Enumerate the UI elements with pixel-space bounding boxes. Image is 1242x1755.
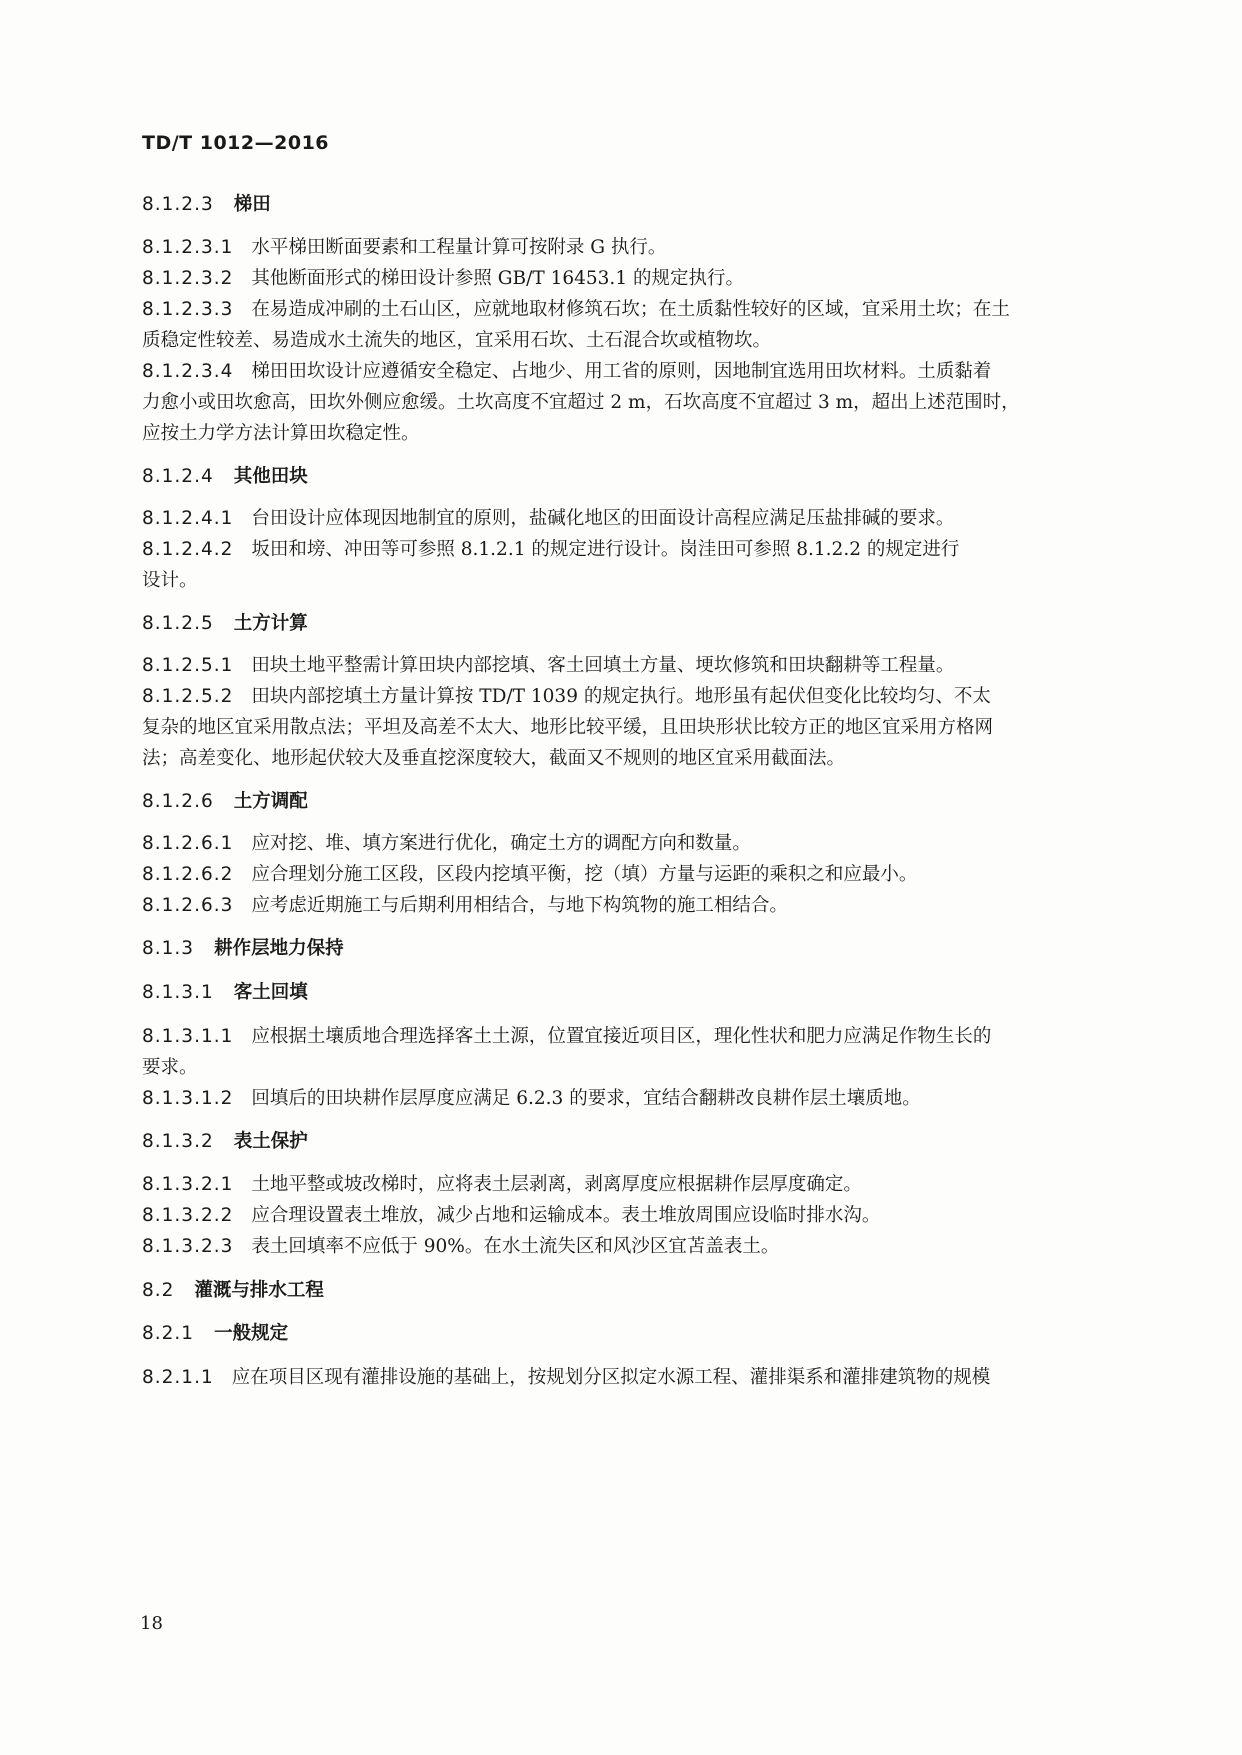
- section-title: 土方调配: [233, 791, 308, 812]
- clause-text: 应合理划分施工区段，区段内挖填平衡，挖（填）方量与运距的乘积之和应最小。: [251, 864, 918, 885]
- clause-text: 台田设计应体现因地制宜的原则，盐碱化地区的田面设计高程应满足压盐排碱的要求。: [251, 508, 955, 529]
- document-code-header: TD/T 1012—2016: [142, 132, 330, 154]
- section-number: 8.1.2.4: [142, 466, 214, 487]
- clause-number: 8.1.2.3.2: [142, 268, 234, 289]
- section-number: 8.1.2.6: [142, 791, 214, 812]
- clause-text: 应根据土壤质地合理选择客土土源，位置宜接近项目区，理化性状和肥力应满足作物生长的: [251, 1026, 992, 1047]
- page-number: 18: [140, 1613, 163, 1634]
- clause-number: 8.2.1.1: [142, 1367, 214, 1388]
- clause-text: 表土回填率不应低于 90%。在水土流失区和风沙区宜苫盖表土。: [251, 1236, 780, 1257]
- section-number: 8.1.3: [142, 938, 195, 959]
- section-heading-8-2: [142, 1276, 1120, 1306]
- section-title: 灌溉与排水工程: [194, 1280, 324, 1301]
- clause-text: 应对挖、堆、填方案进行优化，确定土方的调配方向和数量。: [251, 833, 751, 854]
- section-number: 8.1.3.2: [142, 1131, 214, 1152]
- clause-8-1-2-6-1: [142, 829, 1120, 859]
- clause-number: 8.1.2.6.3: [142, 895, 234, 916]
- clause-number: 8.1.3.2.3: [142, 1236, 234, 1257]
- section-number: 8.1.3.1: [142, 982, 214, 1003]
- clause-text: 田块内部挖填土方量计算按 TD/T 1039 的规定执行。地形虽有起伏但变化比较均匀、不太: [251, 686, 991, 707]
- clause-text: 应合理设置表土堆放，减少占地和运输成本。表土堆放周围应设临时排水沟。: [251, 1205, 881, 1226]
- section-title: 一般规定: [214, 1323, 289, 1344]
- clause-text: 坂田和塝、冲田等可参照 8.1.2.1 的规定进行设计。岗洼田可参照 8.1.2.2 的规定进行: [251, 539, 960, 560]
- clause-text: 土地平整或坡改梯时，应将表土层剥离，剥离厚度应根据耕作层厚度确定。: [251, 1174, 862, 1195]
- clause-8-1-2-3-1: [142, 233, 1120, 263]
- clause-8-1-2-4-1: [142, 504, 1120, 534]
- clause-text: 回填后的田块耕作层厚度应满足 6.2.3 的要求，宜结合翻耕改良耕作层土壤质地。: [251, 1088, 921, 1109]
- clause-continuation: 要求。: [142, 1057, 198, 1078]
- section-title: 梯田: [233, 194, 271, 215]
- section-heading-8-1-2-3: [142, 190, 1120, 220]
- clause-text: 在易造成冲刷的土石山区，应就地取材修筑石坎；在土质黏性较好的区域，宜采用土坎；在土: [251, 299, 1010, 320]
- clause-number: 8.1.3.2.2: [142, 1205, 234, 1226]
- clause-8-1-3-2-1: [142, 1170, 1120, 1200]
- section-heading-8-1-2-5: [142, 609, 1120, 639]
- section-number: 8.1.2.3: [142, 194, 214, 215]
- section-title: 客土回填: [233, 982, 308, 1003]
- clause-number: 8.1.2.3.4: [142, 361, 234, 382]
- section-number: 8.2.1: [142, 1323, 195, 1344]
- clause-continuation: 法；高差变化、地形起伏较大及垂直挖深度较大，截面又不规则的地区宜采用截面法。: [142, 748, 846, 769]
- clause-number: 8.1.2.3.1: [142, 237, 234, 258]
- section-title: 表土保护: [233, 1131, 308, 1152]
- section-heading-8-1-3-2: [142, 1127, 1120, 1157]
- clause-8-1-2-4-2: [142, 535, 1120, 565]
- clause-number: 8.1.3.2.1: [142, 1174, 234, 1195]
- section-heading-8-1-2-6: [142, 787, 1120, 817]
- clause-8-1-2-3-4: [142, 357, 1120, 387]
- clause-continuation: 力愈小或田坎愈高，田坎外侧应愈缓。土坎高度不宜超过 2 m，石坎高度不宜超过 3 m，超出上述范围时，: [142, 392, 1020, 413]
- clause-number: 8.1.2.5.2: [142, 686, 234, 707]
- clause-8-1-3-1-1: [142, 1022, 1120, 1052]
- section-heading-8-1-3-1: [142, 978, 1120, 1008]
- clause-8-1-3-2-2: [142, 1201, 1120, 1231]
- clause-number: 8.1.2.6.2: [142, 864, 234, 885]
- clause-8-1-2-3-3: [142, 295, 1120, 325]
- section-heading-8-1-2-4: [142, 462, 1120, 492]
- clause-8-1-2-3-2: [142, 264, 1120, 294]
- clause-number: 8.1.2.6.1: [142, 833, 234, 854]
- clause-continuation: 复杂的地区宜采用散点法；平坦及高差不太大、地形比较平缓，且田块形状比较方正的地区宜采用方格网: [142, 717, 994, 738]
- section-heading-8-1-3: [142, 934, 1120, 964]
- clause-8-1-2-6-2: [142, 860, 1120, 890]
- clause-continuation: 设计。: [142, 570, 198, 591]
- clause-8-1-2-5-2: [142, 682, 1120, 712]
- clause-text: 应在项目区现有灌排设施的基础上，按规划分区拟定水源工程、灌排渠系和灌排建筑物的规模: [231, 1367, 991, 1388]
- clause-number: 8.1.2.4.1: [142, 508, 234, 529]
- clause-number: 8.1.2.3.3: [142, 299, 234, 320]
- clause-text: 梯田田坎设计应遵循安全稳定、占地少、用工省的原则，因地制宜选用田坎材料。土质黏着: [251, 361, 992, 382]
- section-heading-8-2-1: [142, 1319, 1120, 1349]
- clause-8-1-2-6-3: [142, 891, 1120, 921]
- clause-continuation: 质稳定性较差、易造成水土流失的地区，宜采用石坎、土石混合坎或植物坎。: [142, 330, 772, 351]
- section-title: 其他田块: [233, 466, 308, 487]
- clause-8-1-3-1-2: [142, 1084, 1120, 1114]
- clause-8-1-2-5-1: [142, 651, 1120, 681]
- clause-8-1-3-2-3: [142, 1232, 1120, 1262]
- clause-8-2-1-1: [142, 1363, 1120, 1393]
- section-title: 耕作层地力保持: [214, 938, 344, 959]
- section-number: 8.2: [142, 1280, 175, 1301]
- clause-text: 应考虑近期施工与后期利用相结合，与地下构筑物的施工相结合。: [251, 895, 788, 916]
- section-title: 土方计算: [233, 613, 308, 634]
- clause-continuation: 应按土力学方法计算田坎稳定性。: [142, 423, 420, 444]
- clause-text: 其他断面形式的梯田设计参照 GB/T 16453.1 的规定执行。: [251, 268, 744, 289]
- clause-number: 8.1.3.1.1: [142, 1026, 234, 1047]
- clause-number: 8.1.3.1.2: [142, 1088, 234, 1109]
- clause-text: 田块土地平整需计算田块内部挖填、客土回填土方量、埂坎修筑和田块翻耕等工程量。: [251, 655, 955, 676]
- clause-number: 8.1.2.5.1: [142, 655, 234, 676]
- clause-text: 水平梯田断面要素和工程量计算可按附录 G 执行。: [251, 237, 667, 258]
- clause-number: 8.1.2.4.2: [142, 539, 234, 560]
- section-number: 8.1.2.5: [142, 613, 214, 634]
